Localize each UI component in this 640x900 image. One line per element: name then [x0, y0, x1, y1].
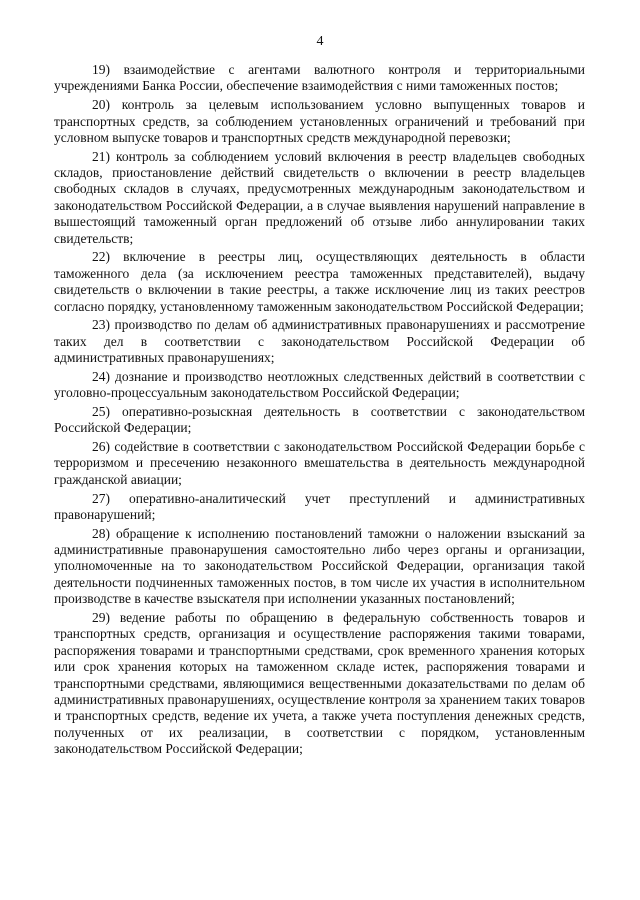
item-number: 27): [92, 490, 110, 506]
list-item-29: [54, 610, 585, 758]
list-item-27: [54, 491, 585, 524]
item-number: 20): [92, 97, 110, 113]
item-number: 28): [92, 525, 110, 541]
list-item-22: [54, 249, 585, 315]
item-text: ведение работы по обращению в федеральную собственность товаров и транспортных средств, организация и осуществление распоряжения такими товарами, распоряжения товарами и транспортными средствами, срок временного хранения которых или срок хранения которых на таможенном складе истек, распоряжения товарами и транспортными средствами, являющимися вещественными доказательствами по делам об административных правонарушениях, осуществление контроля за хранением таких товаров и транспортных средств, ведение их учета, а также учета поступления денежных средств, полученных от их реализации, в соответствии с порядком, установленным законодательством Российской Федерации;: [54, 609, 585, 757]
item-number: 22): [92, 249, 110, 265]
item-number: 25): [92, 403, 110, 419]
item-number: 21): [92, 148, 110, 164]
list-item-24: [54, 369, 585, 402]
document-body: [54, 62, 585, 760]
item-text: включение в реестры лиц, осуществляющих деятельность в области таможенного дела (за исключением реестра таможенных представителей), выдачу свидетельств о включении в такие реестры, а также исключение лиц из таких реестров согласно порядку, установленному таможенным законодательством Российской Федерации;: [54, 249, 585, 314]
item-number: 26): [92, 439, 110, 455]
item-text: контроль за соблюдением условий включения в реестр владельцев свободных складов, приостановление действий свидетельств о включении в реестр владельцев свободных складов в случаях, предусмотренных международным законодательством и законодательством Российской Федерации, а в случае выявления нарушений направление в вышестоящий таможенный орган предложений об отзыве либо аннулировании таких свидетельств;: [54, 148, 585, 246]
list-item-26: [54, 439, 585, 488]
item-text: производство по делам об административных правонарушениях и рассмотрение таких дел в соответствии с законодательством Российской Федерации об административных правонарушениях;: [54, 317, 585, 366]
item-text: оперативно-розыскная деятельность в соответствии с законодательством Российской Федерации;: [54, 403, 586, 436]
item-text: оперативно-аналитический учет преступлений и административных правонарушений;: [54, 490, 586, 522]
page-number: 4: [316, 34, 324, 49]
list-item-19: [54, 62, 585, 95]
item-text: взаимодействие с агентами валютного контроля и территориальными учреждениями Банка России, обеспечение взаимодействия с ними таможенных постов;: [54, 62, 586, 94]
list-item-20: [54, 97, 585, 146]
item-text: дознание и производство неотложных следственных действий в соответствии с уголовно-процессуальным законодательством Российской Федерации;: [54, 368, 585, 401]
item-number: 23): [92, 317, 110, 333]
item-number: 24): [92, 368, 110, 384]
list-item-21: [54, 149, 585, 247]
item-number: 19): [92, 62, 110, 77]
list-item-25: [54, 404, 585, 437]
item-text: содействие в соответствии с законодательством Российской Федерации борьбе с терроризмом и пресечению незаконного вмешательства в деятельность международной гражданской авиации;: [54, 439, 586, 487]
list-item-23: [54, 317, 585, 366]
list-item-28: [54, 526, 585, 608]
item-number: 29): [92, 609, 110, 625]
item-text: обращение к исполнению постановлений таможни о наложении взысканий за административные правонарушения самостоятельно либо через органы и организации, уполномоченные на то законодательством Российской Федерации, организация такой деятельности подчиненных таможенных постов, в том числе их участия в исполнительном производстве в качестве взыскателя при исполнении указанных постановлений;: [54, 525, 585, 607]
item-text: контроль за целевым использованием условно выпущенных товаров и транспортных средств, за соблюдением установленных ограничений и требований при условном выпуске товаров и транспортных средств международной перевозки;: [54, 97, 585, 145]
